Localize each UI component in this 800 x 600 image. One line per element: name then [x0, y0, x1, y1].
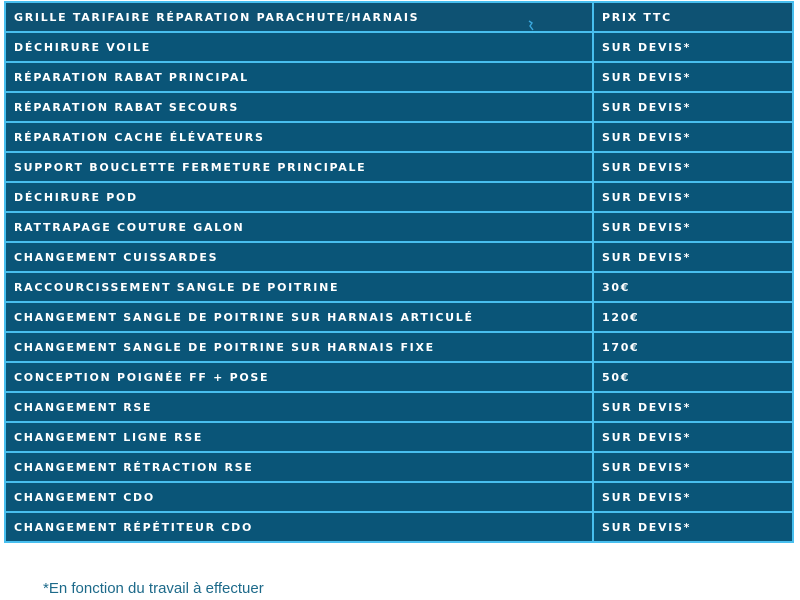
table-row — [5, 452, 793, 482]
pricing-table-body — [5, 2, 793, 542]
header-price: PRIX TTC — [593, 2, 793, 32]
table-row — [5, 212, 793, 242]
service-cell: CHANGEMENT SANGLE DE POITRINE SUR HARNAIS ARTICULÉ — [5, 302, 593, 332]
service-cell: RÉPARATION RABAT PRINCIPAL — [5, 62, 593, 92]
pricing-table — [4, 1, 794, 543]
price-cell: SUR DEVIS* — [593, 62, 793, 92]
price-cell: 170€ — [593, 332, 793, 362]
table-row — [5, 332, 793, 362]
service-cell: CHANGEMENT CDO — [5, 482, 593, 512]
table-row — [5, 152, 793, 182]
price-cell: SUR DEVIS* — [593, 482, 793, 512]
table-row — [5, 62, 793, 92]
price-cell: SUR DEVIS* — [593, 452, 793, 482]
service-cell: DÉCHIRURE VOILE — [5, 32, 593, 62]
table-row — [5, 32, 793, 62]
service-cell: CHANGEMENT CUISSARDES — [5, 242, 593, 272]
table-row — [5, 302, 793, 332]
price-cell: SUR DEVIS* — [593, 152, 793, 182]
price-cell: SUR DEVIS* — [593, 392, 793, 422]
service-cell: RÉPARATION RABAT SECOURS — [5, 92, 593, 122]
table-row — [5, 272, 793, 302]
service-cell: CHANGEMENT RÉTRACTION RSE — [5, 452, 593, 482]
service-cell: CHANGEMENT SANGLE DE POITRINE SUR HARNAIS FIXE — [5, 332, 593, 362]
service-cell: CONCEPTION POIGNÉE FF + POSE — [5, 362, 593, 392]
table-row — [5, 92, 793, 122]
text-cursor-icon — [528, 20, 534, 32]
service-cell: RACCOURCISSEMENT SANGLE DE POITRINE — [5, 272, 593, 302]
price-cell: SUR DEVIS* — [593, 32, 793, 62]
price-cell: 50€ — [593, 362, 793, 392]
table-row — [5, 362, 793, 392]
service-cell: CHANGEMENT RSE — [5, 392, 593, 422]
table-row — [5, 482, 793, 512]
footnote: *En fonction du travail à effectuer — [43, 580, 264, 597]
price-cell: SUR DEVIS* — [593, 182, 793, 212]
price-cell: 120€ — [593, 302, 793, 332]
service-cell: RATTRAPAGE COUTURE GALON — [5, 212, 593, 242]
table-row — [5, 122, 793, 152]
price-cell: SUR DEVIS* — [593, 92, 793, 122]
table-row — [5, 182, 793, 212]
price-cell: SUR DEVIS* — [593, 122, 793, 152]
price-cell: SUR DEVIS* — [593, 242, 793, 272]
table-row — [5, 392, 793, 422]
service-cell: CHANGEMENT LIGNE RSE — [5, 422, 593, 452]
service-cell: DÉCHIRURE POD — [5, 182, 593, 212]
header-service: GRILLE TARIFAIRE RÉPARATION PARACHUTE/HARNAIS — [5, 2, 593, 32]
price-cell: SUR DEVIS* — [593, 512, 793, 542]
service-cell: SUPPORT BOUCLETTE FERMETURE PRINCIPALE — [5, 152, 593, 182]
table-row — [5, 422, 793, 452]
service-cell: RÉPARATION CACHE ÉLÉVATEURS — [5, 122, 593, 152]
table-row — [5, 242, 793, 272]
table-header-row — [5, 2, 793, 32]
price-cell: SUR DEVIS* — [593, 212, 793, 242]
price-cell: SUR DEVIS* — [593, 422, 793, 452]
service-cell: CHANGEMENT RÉPÉTITEUR CDO — [5, 512, 593, 542]
table-row — [5, 512, 793, 542]
price-cell: 30€ — [593, 272, 793, 302]
